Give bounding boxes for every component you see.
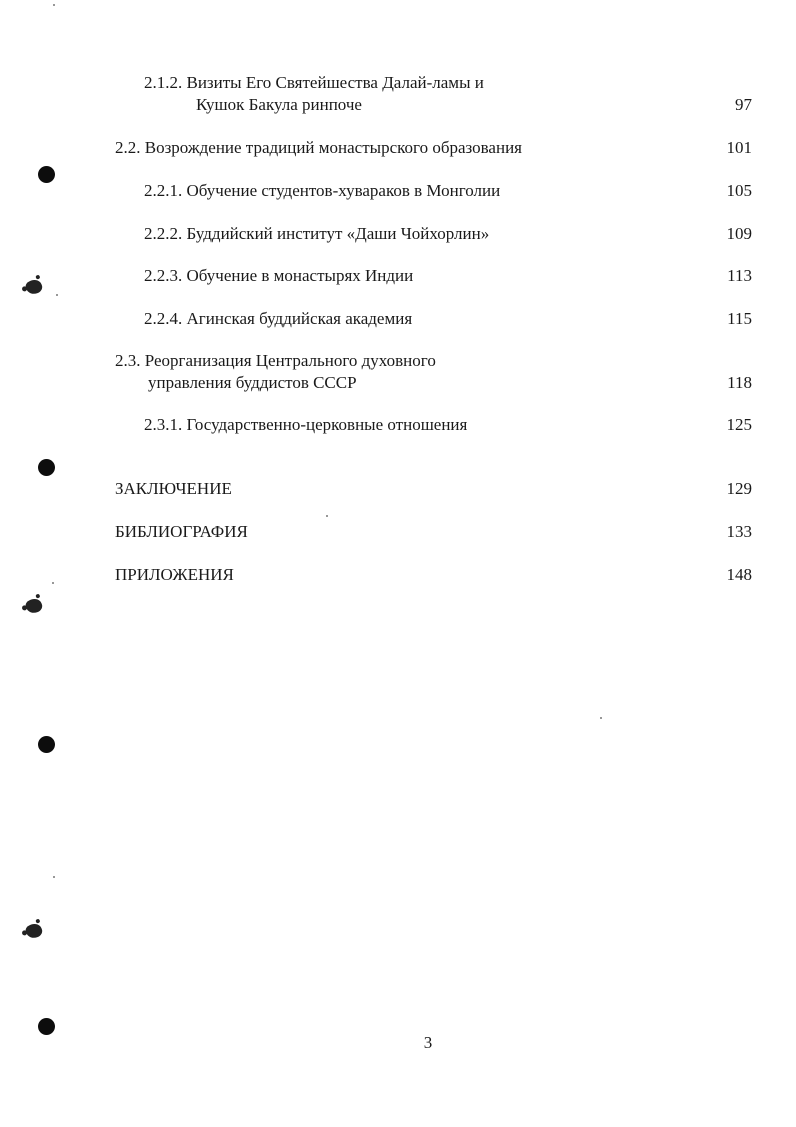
binder-hole-mark xyxy=(38,459,55,476)
toc-entry-appendices-page: 148 xyxy=(726,565,752,584)
toc-entry-conclusion-page: 129 xyxy=(726,479,752,498)
scan-speck xyxy=(600,717,602,719)
scan-speck xyxy=(52,582,54,584)
toc-entry-2-3-page: 118 xyxy=(727,373,752,392)
toc-entry-2-2-2-page: 109 xyxy=(726,224,752,243)
toc-entry-2-2-1: 2.2.1. Обучение студентов-хувараков в Монголии xyxy=(144,181,501,200)
toc-entry-2-2: 2.2. Возрождение традиций монастырского образования xyxy=(115,138,522,157)
toc-entry-2-2-1-page: 105 xyxy=(726,181,752,200)
toc-entry-2-1-2-page: 97 xyxy=(735,95,752,114)
toc-entry-2-2-3: 2.2.3. Обучение в монастырях Индии xyxy=(144,266,414,285)
toc-entry-2-3-1: 2.3.1. Государственно-церковные отношения xyxy=(144,415,468,434)
toc-entry-2-2-3-page: 113 xyxy=(727,266,752,285)
toc-entry-2-2-4-page: 115 xyxy=(727,309,752,328)
toc-entry-2-1-2-line2: Кушок Бакула ринпоче xyxy=(196,95,362,114)
scan-speck xyxy=(326,515,328,517)
scan-speck xyxy=(53,4,55,6)
scan-speck xyxy=(53,876,55,878)
toc-entry-2-2-4: 2.2.4. Агинская буддийская академия xyxy=(144,309,413,328)
page-number: 3 xyxy=(423,1033,433,1052)
scan-speck xyxy=(56,294,58,296)
toc-entry-2-3-line2: управления буддистов СССР xyxy=(148,373,357,392)
toc-entry-appendices: ПРИЛОЖЕНИЯ xyxy=(115,565,234,584)
toc-entry-2-2-page: 101 xyxy=(726,138,752,157)
binder-hole-mark xyxy=(38,736,55,753)
toc-entry-bibliography-page: 133 xyxy=(726,522,752,541)
toc-entry-2-3-line1: 2.3. Реорганизация Центрального духовного xyxy=(115,351,436,370)
toc-entry-2-1-2-line1: 2.1.2. Визиты Его Святейшества Далай-ламы и xyxy=(144,73,484,92)
toc-entry-2-2-2: 2.2.2. Буддийский институт «Даши Чойхорлин» xyxy=(144,224,490,243)
scan-blot-mark xyxy=(24,922,44,941)
scan-blot-mark xyxy=(24,597,44,616)
toc-entry-2-3-1-page: 125 xyxy=(726,415,752,434)
toc-entry-conclusion: ЗАКЛЮЧЕНИЕ xyxy=(115,479,232,498)
binder-hole-mark xyxy=(38,166,55,183)
toc-entry-bibliography: БИБЛИОГРАФИЯ xyxy=(115,522,248,541)
scan-blot-mark xyxy=(24,278,44,297)
